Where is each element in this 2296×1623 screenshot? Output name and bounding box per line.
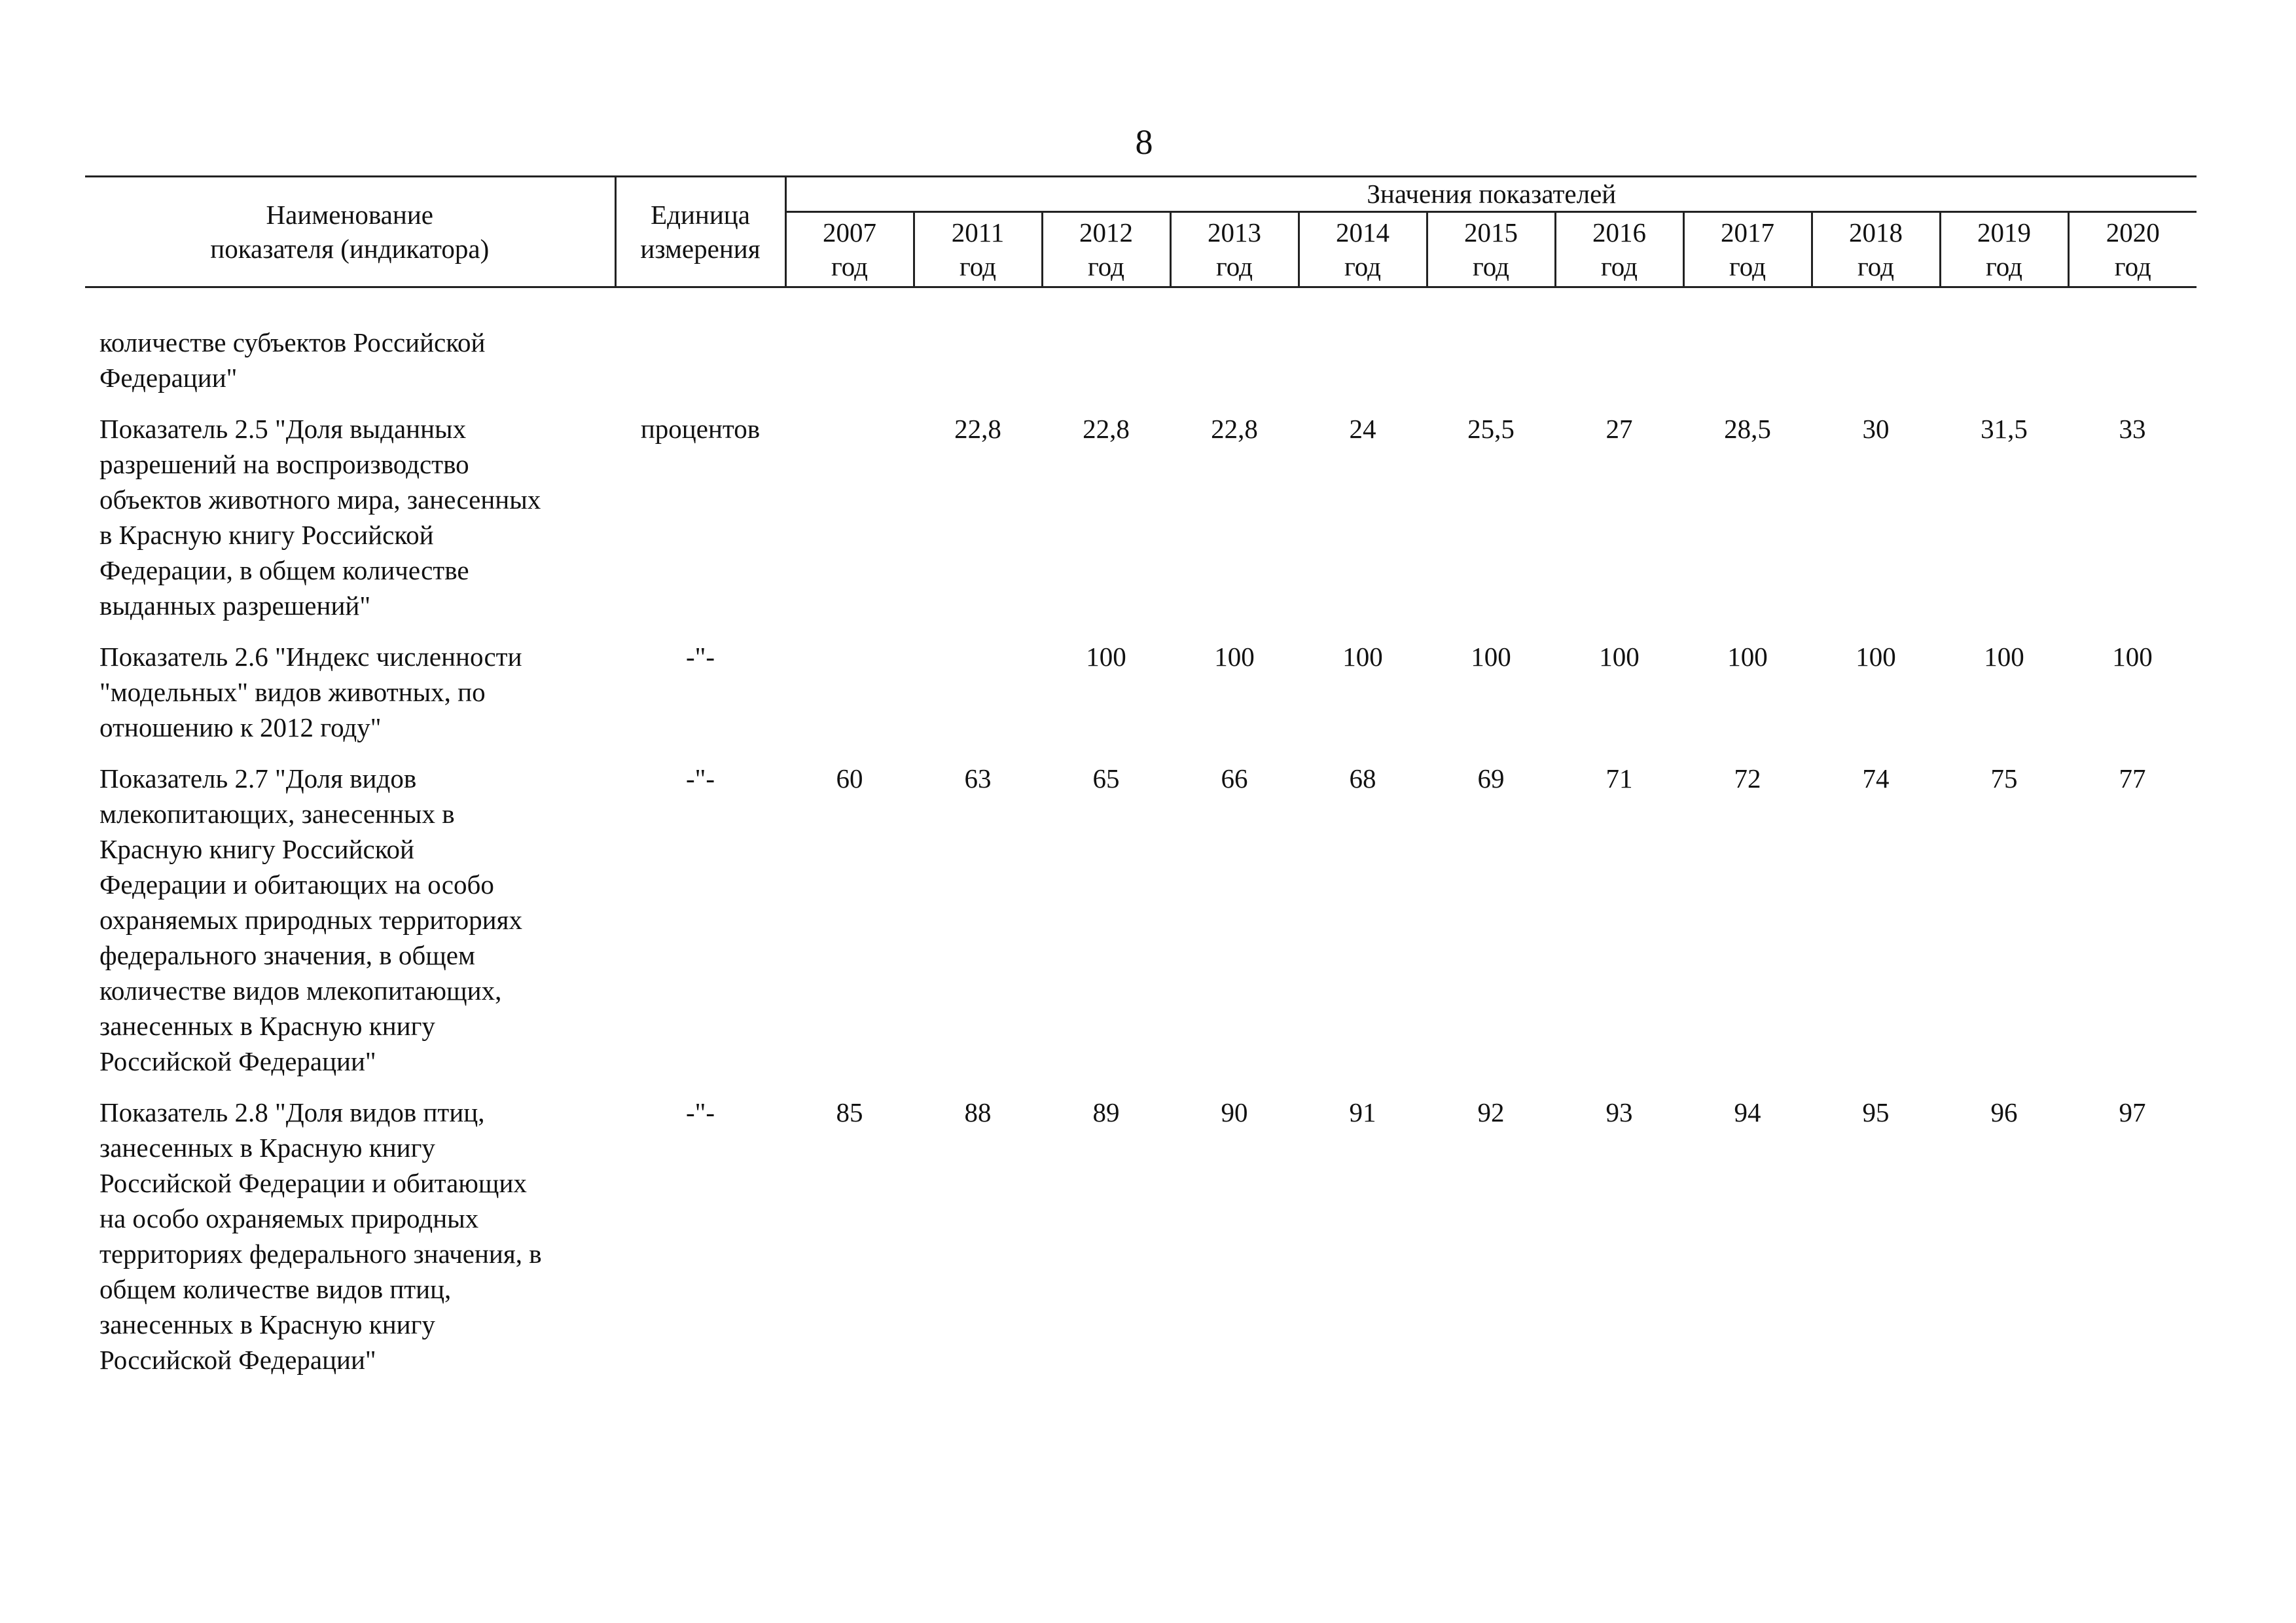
value-cell-2012: 22,8 xyxy=(1083,414,1130,444)
value-cell-2014: 91 xyxy=(1349,1097,1376,1127)
value-cell-2013: 66 xyxy=(1221,763,1248,793)
unit-cell: -"- xyxy=(685,763,715,793)
indicators-table xyxy=(85,175,2197,1377)
value-cell-2007: 85 xyxy=(836,1097,863,1127)
header-year-suffix: год xyxy=(831,251,868,282)
value-cell-2015: 69 xyxy=(1477,763,1505,793)
value-cell-2016: 93 xyxy=(1605,1097,1633,1127)
indicator-name-line: Показатель 2.5 "Доля выданных xyxy=(99,414,467,444)
table-row xyxy=(85,287,2197,396)
indicator-name-line: млекопитающих, занесенных в xyxy=(99,799,455,829)
value-cell-2019: 100 xyxy=(1984,642,2024,672)
value-cell-2020: 100 xyxy=(2112,642,2153,672)
header-year-label: 2015 xyxy=(1464,217,1518,247)
value-cell-2014: 68 xyxy=(1349,763,1376,793)
value-cell-2017: 28,5 xyxy=(1724,414,1771,444)
indicator-name-cell xyxy=(85,287,615,396)
value-cell-2017: 100 xyxy=(1727,642,1768,672)
header-year-label: 2012 xyxy=(1079,217,1133,247)
value-cell-2007: 60 xyxy=(836,763,863,793)
header-year-2007 xyxy=(785,211,914,287)
indicator-name-line: федерального значения, в общем xyxy=(99,940,475,970)
header-year-suffix: год xyxy=(1088,251,1124,282)
header-year-suffix: год xyxy=(960,251,996,282)
header-year-label: 2016 xyxy=(1592,217,1646,247)
value-cell-2017 xyxy=(1683,287,1812,396)
table-body xyxy=(85,287,2197,1378)
indicator-name-line: Федерации" xyxy=(99,363,238,393)
indicator-name-line: Показатель 2.7 "Доля видов xyxy=(99,763,417,793)
indicator-name-line: выданных разрешений" xyxy=(99,591,371,621)
value-cell-2017: 94 xyxy=(1734,1097,1761,1127)
value-cell-2013 xyxy=(1170,287,1299,396)
value-cell-2007 xyxy=(785,623,914,745)
value-cell-2020: 33 xyxy=(2119,414,2146,444)
indicator-name-cell xyxy=(85,395,615,623)
table-row xyxy=(85,395,2197,623)
value-cell-2018: 74 xyxy=(1862,763,1890,793)
header-year-label: 2020 xyxy=(2106,217,2160,247)
table-row xyxy=(85,623,2197,745)
indicator-name-line: занесенных в Красную книгу xyxy=(99,1309,435,1340)
indicator-name-line: занесенных в Красную книгу xyxy=(99,1133,435,1163)
indicator-name-line: занесенных в Красную книгу xyxy=(99,1011,435,1041)
header-year-label: 2011 xyxy=(951,217,1005,247)
value-cell-2018 xyxy=(1812,287,1940,396)
header-year-label: 2007 xyxy=(823,217,876,247)
header-year-suffix: год xyxy=(1473,251,1509,282)
header-year-2019 xyxy=(1940,211,2068,287)
value-cell-2011: 88 xyxy=(964,1097,992,1127)
value-cell-2019: 96 xyxy=(1990,1097,2018,1127)
indicator-name-line: Показатель 2.8 "Доля видов птиц, xyxy=(99,1097,485,1127)
indicator-name-line: Красную книгу Российской xyxy=(99,834,414,864)
value-cell-2011: 22,8 xyxy=(954,414,1001,444)
indicator-name-line: количестве видов млекопитающих, xyxy=(99,976,502,1006)
unit-cell: -"- xyxy=(685,642,715,672)
unit-cell: процентов xyxy=(640,414,761,444)
indicator-name-line: на особо охраняемых природных xyxy=(99,1203,479,1233)
header-year-2020 xyxy=(2068,211,2197,287)
value-cell-2018: 95 xyxy=(1862,1097,1890,1127)
header-year-2016 xyxy=(1555,211,1683,287)
indicator-name-line: "модельных" видов животных, по xyxy=(99,677,486,707)
header-year-label: 2013 xyxy=(1208,217,1261,247)
header-unit-line: измерения xyxy=(640,234,761,264)
value-cell-2020: 77 xyxy=(2119,763,2146,793)
value-cell-2015: 100 xyxy=(1471,642,1511,672)
header-year-suffix: год xyxy=(1216,251,1253,282)
value-cell-2019 xyxy=(1940,287,2068,396)
value-cell-2011 xyxy=(914,623,1042,745)
value-cell-2016: 71 xyxy=(1605,763,1633,793)
header-values-title: Значения показателей xyxy=(785,177,2197,212)
value-cell-2011: 63 xyxy=(964,763,992,793)
table-row xyxy=(85,745,2197,1079)
value-cell-2015: 25,5 xyxy=(1467,414,1515,444)
value-cell-2014 xyxy=(1299,287,1427,396)
indicator-name-line: охраняемых природных территориях xyxy=(99,905,522,935)
indicator-name-line: отношению к 2012 году" xyxy=(99,712,382,742)
header-year-label: 2018 xyxy=(1849,217,1903,247)
value-cell-2016 xyxy=(1555,287,1683,396)
value-cell-2020 xyxy=(2068,287,2197,396)
header-year-2011 xyxy=(914,211,1042,287)
value-cell-2018: 100 xyxy=(1856,642,1896,672)
value-cell-2018: 30 xyxy=(1862,414,1890,444)
header-year-2014 xyxy=(1299,211,1427,287)
indicator-name-line: разрешений на воспроизводство xyxy=(99,449,469,479)
header-unit xyxy=(615,177,785,287)
header-year-suffix: год xyxy=(1986,251,2022,282)
indicator-name-line: Российской Федерации" xyxy=(99,1046,376,1076)
value-cell-2013: 22,8 xyxy=(1211,414,1258,444)
value-cell-2014: 24 xyxy=(1349,414,1376,444)
indicator-name-line: Российской Федерации и обитающих xyxy=(99,1168,527,1198)
header-name-line: Наименование xyxy=(266,200,433,230)
value-cell-2013: 100 xyxy=(1214,642,1255,672)
table-row xyxy=(85,1079,2197,1377)
value-cell-2014: 100 xyxy=(1342,642,1383,672)
value-cell-2012: 100 xyxy=(1086,642,1126,672)
value-cell-2011 xyxy=(914,287,1042,396)
indicator-name-line: территориях федерального значения, в xyxy=(99,1239,542,1269)
header-year-2013 xyxy=(1170,211,1299,287)
value-cell-2019: 75 xyxy=(1990,763,2018,793)
header-year-label: 2019 xyxy=(1977,217,2031,247)
header-year-suffix: год xyxy=(1344,251,1381,282)
value-cell-2012: 89 xyxy=(1092,1097,1120,1127)
value-cell-2012 xyxy=(1042,287,1170,396)
value-cell-2020: 97 xyxy=(2119,1097,2146,1127)
header-year-suffix: год xyxy=(1601,251,1638,282)
header-year-label: 2017 xyxy=(1721,217,1774,247)
indicator-name-line: Федерации и обитающих на особо xyxy=(99,869,494,900)
unit-cell: -"- xyxy=(685,1097,715,1127)
header-year-suffix: год xyxy=(1729,251,1766,282)
value-cell-2007 xyxy=(785,287,914,396)
header-year-2015 xyxy=(1427,211,1555,287)
indicator-name-line: Федерации, в общем количестве xyxy=(99,555,469,585)
value-cell-2013: 90 xyxy=(1221,1097,1248,1127)
header-year-2018 xyxy=(1812,211,1940,287)
value-cell-2016: 27 xyxy=(1605,414,1633,444)
indicator-name-cell xyxy=(85,745,615,1079)
indicator-name-cell xyxy=(85,1079,615,1377)
indicator-name-line: количестве субъектов Российской xyxy=(99,327,486,357)
header-name-line: показателя (индикатора) xyxy=(210,234,490,264)
indicator-name-line: общем количестве видов птиц, xyxy=(99,1274,452,1304)
header-unit-line: Единица xyxy=(651,200,750,230)
value-cell-2019: 31,5 xyxy=(1981,414,2028,444)
value-cell-2012: 65 xyxy=(1092,763,1120,793)
indicator-name-cell xyxy=(85,623,615,745)
header-indicator-name xyxy=(85,177,615,287)
value-cell-2007 xyxy=(785,395,914,623)
indicator-name-line: в Красную книгу Российской xyxy=(99,520,434,550)
unit-cell xyxy=(615,287,785,396)
header-year-label: 2014 xyxy=(1336,217,1390,247)
header-year-suffix: год xyxy=(1857,251,1894,282)
table-header xyxy=(85,177,2197,287)
header-year-suffix: год xyxy=(2114,251,2151,282)
value-cell-2015 xyxy=(1427,287,1555,396)
indicator-name-line: Показатель 2.6 "Индекс численности xyxy=(99,642,522,672)
header-year-2012 xyxy=(1042,211,1170,287)
page-number: 8 xyxy=(1135,122,1153,162)
value-cell-2015: 92 xyxy=(1477,1097,1505,1127)
indicator-name-line: объектов животного мира, занесенных xyxy=(99,484,541,515)
value-cell-2017: 72 xyxy=(1734,763,1761,793)
indicator-name-line: Российской Федерации" xyxy=(99,1345,376,1375)
header-year-2017 xyxy=(1683,211,1812,287)
value-cell-2016: 100 xyxy=(1599,642,1640,672)
